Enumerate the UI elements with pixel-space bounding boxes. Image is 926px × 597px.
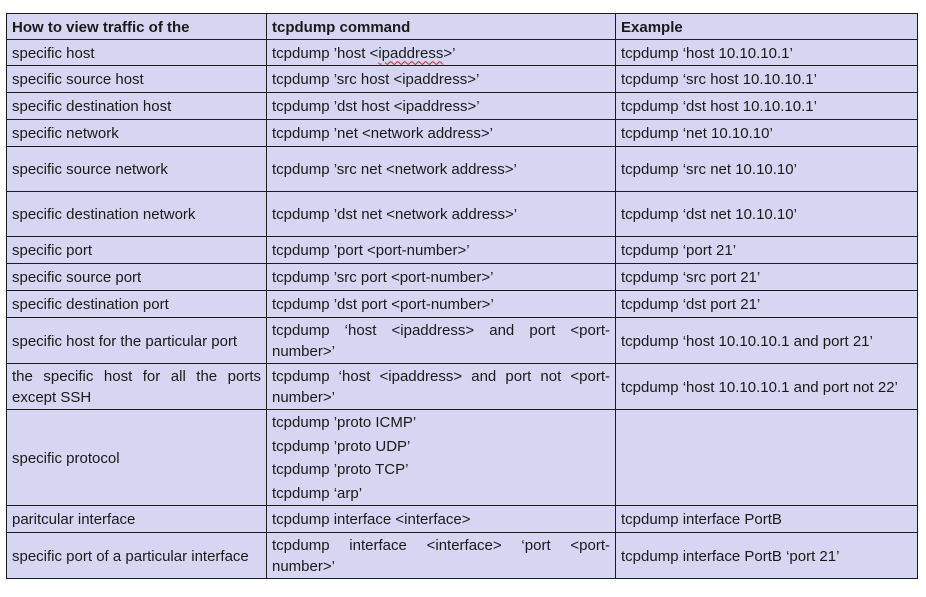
table-row (7, 533, 918, 579)
table-row (7, 318, 918, 364)
header-view: How to view traffic of the (7, 14, 267, 40)
example-cell: tcpdump interface PortB (616, 506, 918, 533)
table-row (7, 237, 918, 264)
command-line: tcpdump ‘arp’ (272, 484, 363, 502)
command-cell: tcpdump ’src host <ipaddress>’ (267, 66, 616, 93)
view-cell: specific host for the particular port (7, 318, 267, 364)
example-cell: tcpdump ‘src net 10.10.10’ (616, 147, 918, 192)
command-line: tcpdump ’proto TCP’ (272, 461, 409, 478)
example-cell (616, 410, 918, 506)
header-command: tcpdump command (267, 14, 616, 40)
command-cell: tcpdump interface <interface> ‘port <port-number>’ (267, 533, 616, 579)
command-line: tcpdump ’proto ICMP’ (272, 414, 417, 431)
table-row (7, 506, 918, 533)
command-cell: tcpdump ’dst net <network address>’ (267, 192, 616, 237)
table-row (7, 93, 918, 120)
table-row (7, 147, 918, 192)
example-cell: tcpdump ‘host 10.10.10.1 and port not 22’ (616, 364, 918, 410)
view-cell: specific port (7, 237, 267, 264)
header-row (7, 14, 918, 40)
table-row (7, 66, 918, 93)
tcpdump-table (6, 13, 918, 579)
example-cell: tcpdump ‘port 21’ (616, 237, 918, 264)
command-text: >’ (443, 44, 456, 62)
example-cell: tcpdump ‘dst net 10.10.10’ (616, 192, 918, 237)
view-cell: specific network (7, 120, 267, 147)
command-cell: tcpdump ’dst port <port-number>’ (267, 291, 616, 318)
command-cell: tcpdump ‘host <ipaddress> and port not <port-number>’ (267, 364, 616, 410)
example-cell: tcpdump ‘host 10.10.10.1’ (616, 40, 918, 66)
command-text: tcpdump ’host < (272, 44, 379, 62)
command-cell: tcpdump interface <interface> (267, 506, 616, 533)
table-row (7, 264, 918, 291)
view-cell: specific destination network (7, 192, 267, 237)
view-cell: specific source host (7, 66, 267, 93)
table-row (7, 291, 918, 318)
table-row (7, 120, 918, 147)
view-cell: specific source network (7, 147, 267, 192)
view-cell: specific protocol (7, 410, 267, 506)
view-cell: paritcular interface (7, 506, 267, 533)
header-example: Example (616, 14, 918, 40)
view-cell: specific destination host (7, 93, 267, 120)
command-cell: tcpdump ’src port <port-number>’ (267, 264, 616, 291)
command-cell (267, 410, 616, 506)
command-cell: tcpdump ’port <port-number>’ (267, 237, 616, 264)
command-cell: tcpdump ’net <network address>’ (267, 120, 616, 147)
view-cell: specific source port (7, 264, 267, 291)
example-cell: tcpdump ‘host 10.10.10.1 and port 21’ (616, 318, 918, 364)
example-cell: tcpdump ‘dst host 10.10.10.1’ (616, 93, 918, 120)
example-cell: tcpdump ‘src host 10.10.10.1’ (616, 66, 918, 93)
command-cell (267, 40, 616, 66)
table-container (6, 13, 918, 579)
command-cell: tcpdump ’dst host <ipaddress>’ (267, 93, 616, 120)
example-cell: tcpdump ‘dst port 21’ (616, 291, 918, 318)
view-cell: specific destination port (7, 291, 267, 318)
command-line: tcpdump ’proto UDP’ (272, 437, 411, 455)
table-row (7, 40, 918, 66)
spellcheck-underlined-word: ipaddress (378, 44, 444, 62)
view-cell: specific host (7, 40, 267, 66)
view-cell: specific port of a particular interface (7, 533, 267, 579)
example-cell: tcpdump interface PortB ‘port 21’ (616, 533, 918, 579)
table-row (7, 192, 918, 237)
table-row (7, 410, 918, 506)
example-cell: tcpdump ‘net 10.10.10’ (616, 120, 918, 147)
command-cell: tcpdump ’src net <network address>’ (267, 147, 616, 192)
view-cell: the specific host for all the ports except SSH (7, 364, 267, 410)
example-cell: tcpdump ‘src port 21’ (616, 264, 918, 291)
table-row (7, 364, 918, 410)
command-cell: tcpdump ‘host <ipaddress> and port <port-number>’ (267, 318, 616, 364)
